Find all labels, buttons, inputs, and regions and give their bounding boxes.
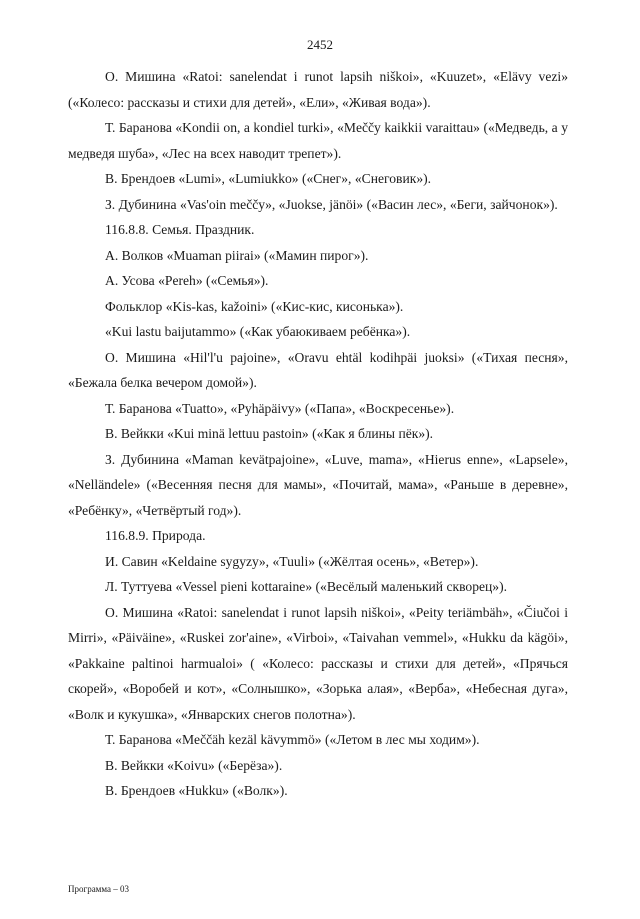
paragraph: В. Брендоев «Hukku» («Волк»). <box>105 783 288 798</box>
paragraph: Т. Баранова «Kondii on, a kondiel turki», «Meččy kaikkii varaittau» («Медведь, а у медведя шуба», «Лес на всех наводит трепет»). <box>68 120 568 161</box>
paragraph: А. Волков «Muaman piirai» («Мамин пирог»). <box>105 247 369 263</box>
paragraph: Фольклор «Kis-kas, kažoini» («Кис-кис, кисонька»). <box>105 298 404 314</box>
section-heading: 116.8.9. Природа. <box>105 528 206 543</box>
paragraph: Л. Туттуева «Vessel pieni kottaraine» («Весёлый маленький скворец»). <box>105 579 508 594</box>
page-footer: Программа – 03 <box>68 884 130 894</box>
paragraph: З. Дубинина «Vas'oin meččy», «Juokse, jänöi» («Васин лес», «Беги, зайчонок»). <box>105 196 558 212</box>
paragraph: О. Мишина «Ratoi: sanelendat i runot lapsih niškoi», «Peity teriämbäh», «Čiučoi i Mirri», «Päiväine», «Ruskei zor'aine», «Virboi», «Taivahan vemmel», «Hukku da kägöi», «Pakkaine paltinoi harmualoi» ( «Колесо: рассказы и стихи для детей», «Прячься скорей», «Воробей и кот», «Солнышко», «Зорька алая», «Верба», «Небесная дуга», «Волк и кукушка», «Январских снегов полотна»). <box>68 604 568 722</box>
paragraph: «Kui lastu baijutammo» («Как убаюкиваем ребёнка»). <box>105 324 411 339</box>
paragraph: О. Мишина «Hil'l'u pajoine», «Oravu ehtäl kodihpäi juoksi» («Тихая песня», «Бежала белка вечером домой»). <box>68 349 568 390</box>
paragraph: В. Вейкки «Kui minä lettuu pastoin» («Как я блины пёк»). <box>105 426 434 441</box>
paragraph: Т. Баранова «Meččäh kezäl kävymmö» («Летом в лес мы ходим»). <box>105 732 480 747</box>
paragraph: О. Мишина «Ratoi: sanelendat i runot lapsih niškoi», «Kuuzet», «Elävy vezi» («Колесо: рассказы и стихи для детей», «Ели», «Живая вода»). <box>68 69 568 110</box>
paragraph: И. Савин «Keldaine sygyzy», «Tuuli» («Жёлтая осень», «Ветер»). <box>105 553 479 569</box>
paragraph: В. Вейкки «Koivu» («Берёза»). <box>105 757 283 773</box>
page-number: 2452 <box>307 37 333 52</box>
document-body <box>68 64 568 804</box>
paragraph: З. Дубинина «Maman kevätpajoine», «Luve, mama», «Hierus enne», «Lapsele», «Nelländele» («Весенняя песня для мамы», «Почитай, мама», «Раньше в деревне», «Ребёнку», «Четвёртый год»). <box>68 451 568 518</box>
paragraph: Т. Баранова «Tuatto», «Pyhäpäivy» («Папа», «Воскресенье»). <box>105 400 455 416</box>
paragraph: В. Брендоев «Lumi», «Lumiukko» («Снег», «Снеговик»). <box>105 171 432 186</box>
section-heading: 116.8.8. Семья. Праздник. <box>105 222 255 237</box>
paragraph: А. Усова «Pereh» («Семья»). <box>105 273 269 288</box>
